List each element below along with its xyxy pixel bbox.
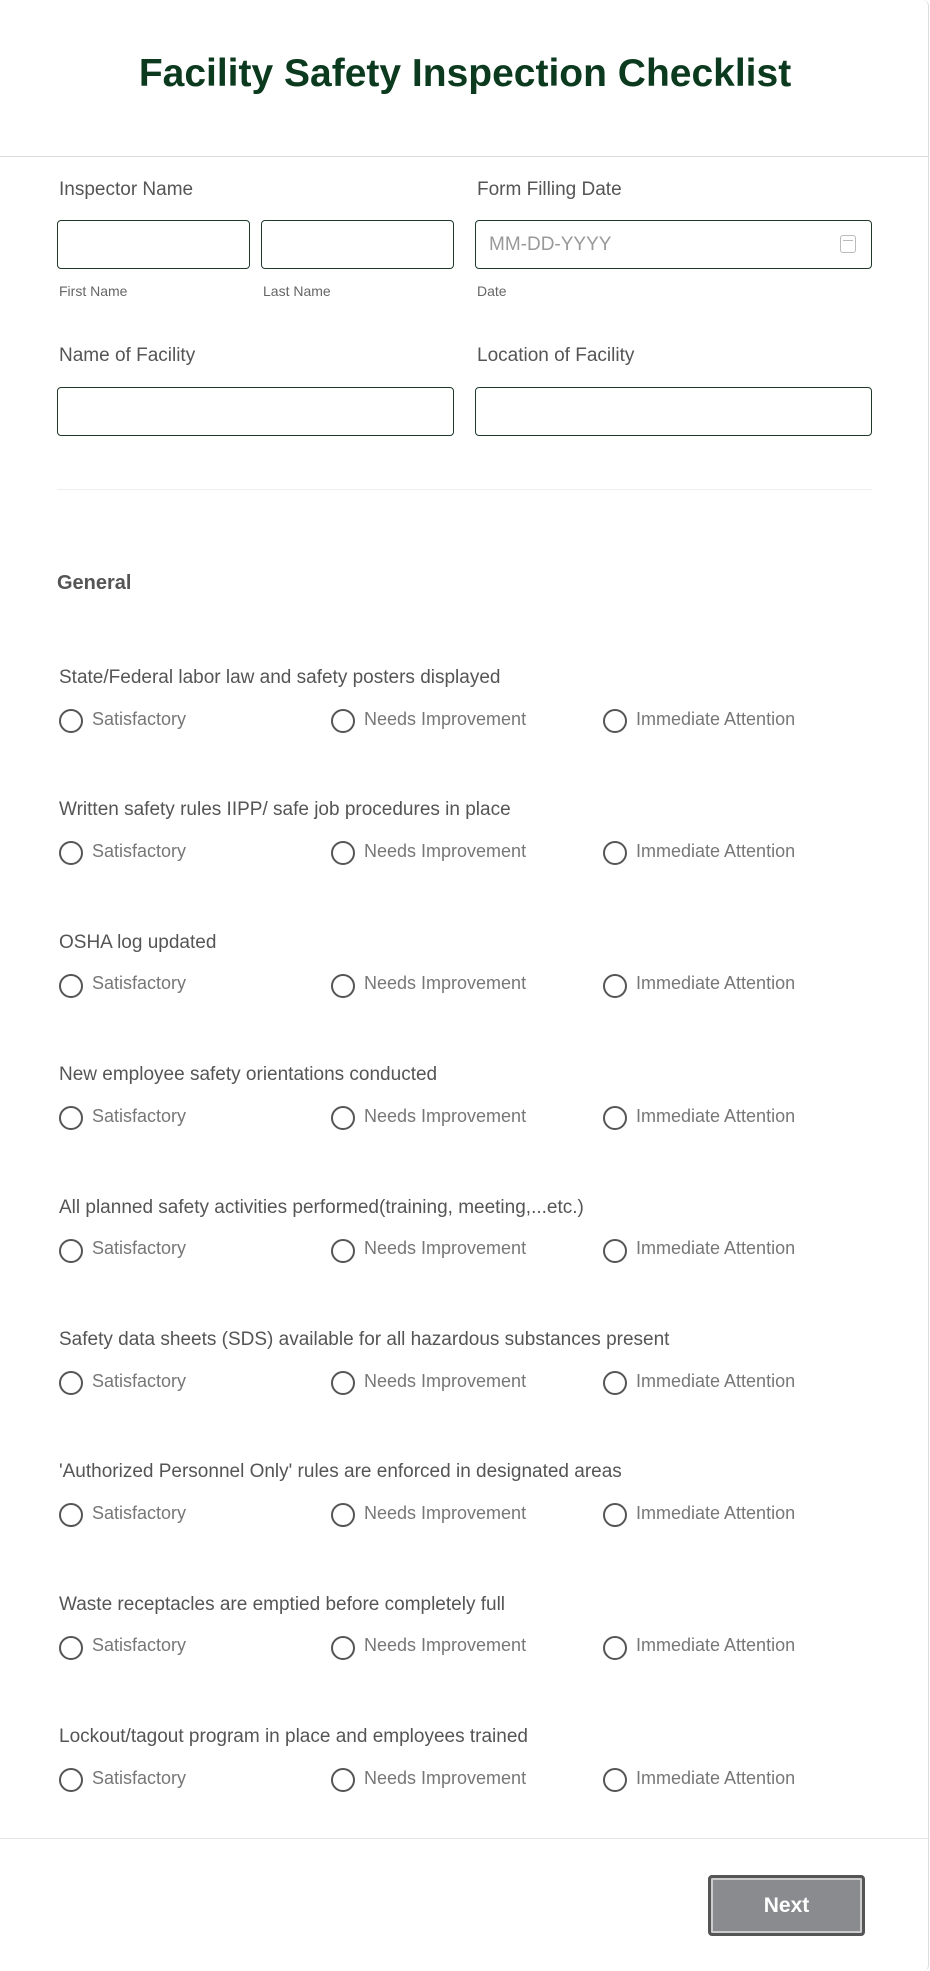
- radio-option-label: Immediate Attention: [636, 1105, 796, 1126]
- radio-button[interactable]: [331, 1106, 355, 1130]
- radio-option[interactable]: [331, 1499, 526, 1527]
- radio-option-label: Satisfactory: [92, 840, 187, 861]
- radio-option[interactable]: [331, 1102, 526, 1130]
- radio-button[interactable]: [603, 1106, 627, 1130]
- question-label: OSHA log updated: [59, 931, 217, 953]
- radio-button[interactable]: [331, 1371, 355, 1395]
- section-divider: [57, 489, 872, 490]
- radio-option[interactable]: [59, 1764, 186, 1792]
- radio-option-label: Immediate Attention: [636, 973, 796, 994]
- radio-option[interactable]: [331, 1367, 526, 1395]
- first-name-input[interactable]: [57, 220, 250, 269]
- radio-option[interactable]: [603, 705, 795, 733]
- radio-button[interactable]: [331, 974, 355, 998]
- last-name-input[interactable]: [261, 220, 454, 269]
- radio-option-label: Immediate Attention: [636, 1502, 796, 1523]
- inspector-name-label: Inspector Name: [59, 179, 194, 200]
- radio-option[interactable]: [331, 705, 526, 733]
- radio-option-label: Immediate Attention: [636, 708, 796, 729]
- section-heading: General: [57, 572, 132, 594]
- radio-button[interactable]: [331, 1503, 355, 1527]
- question-label: Waste receptacles are emptied before completely full: [59, 1593, 506, 1615]
- radio-option[interactable]: [59, 1235, 186, 1263]
- radio-option[interactable]: [603, 1499, 795, 1527]
- radio-option[interactable]: [331, 837, 526, 865]
- radio-option[interactable]: [59, 705, 186, 733]
- radio-option-label: Needs Improvement: [364, 973, 527, 994]
- form-title: Facility Safety Inspection Checklist: [138, 52, 792, 95]
- radio-button[interactable]: [59, 1371, 83, 1395]
- radio-option-label: Immediate Attention: [636, 840, 796, 861]
- footer-divider: [0, 1838, 929, 1839]
- question-label: State/Federal labor law and safety posters displayed: [59, 667, 501, 688]
- radio-option[interactable]: [603, 837, 795, 865]
- date-sublabel: Date: [477, 283, 507, 299]
- radio-option-label: Needs Improvement: [364, 840, 527, 861]
- radio-button[interactable]: [59, 1768, 83, 1792]
- facility-location-input[interactable]: [475, 387, 872, 436]
- question-label: Safety data sheets (SDS) available for all hazardous substances present: [59, 1329, 670, 1350]
- last-name-sublabel: Last Name: [263, 283, 331, 299]
- first-name-sublabel: First Name: [59, 283, 128, 299]
- radio-option-label: Immediate Attention: [636, 1767, 796, 1788]
- radio-option[interactable]: [331, 1764, 526, 1792]
- facility-location-label: Location of Facility: [477, 345, 635, 366]
- radio-option[interactable]: [603, 1102, 795, 1130]
- radio-option-label: Needs Improvement: [364, 708, 527, 729]
- radio-option[interactable]: [331, 970, 526, 998]
- question-label: New employee safety orientations conducted: [59, 1064, 438, 1086]
- radio-button[interactable]: [331, 709, 355, 733]
- radio-button[interactable]: [59, 1503, 83, 1527]
- radio-option[interactable]: [603, 1367, 795, 1395]
- radio-option[interactable]: [59, 1367, 186, 1395]
- radio-option-label: Satisfactory: [92, 1635, 187, 1656]
- radio-option-label: Satisfactory: [92, 1105, 187, 1126]
- radio-option[interactable]: [603, 1764, 795, 1792]
- radio-button[interactable]: [59, 841, 83, 865]
- radio-button[interactable]: [603, 1768, 627, 1792]
- radio-option-label: Satisfactory: [92, 1767, 187, 1788]
- radio-button[interactable]: [59, 1636, 83, 1660]
- radio-option-label: Needs Improvement: [364, 1238, 527, 1259]
- radio-option[interactable]: [331, 1632, 526, 1660]
- radio-option-label: Needs Improvement: [364, 1767, 527, 1788]
- date-input[interactable]: [475, 220, 872, 269]
- radio-option[interactable]: [603, 1632, 795, 1660]
- radio-option[interactable]: [603, 1235, 795, 1263]
- radio-option[interactable]: [59, 1499, 186, 1527]
- radio-button[interactable]: [331, 841, 355, 865]
- radio-option[interactable]: [59, 1102, 186, 1130]
- radio-option-label: Immediate Attention: [636, 1635, 796, 1656]
- radio-option-label: Needs Improvement: [364, 1370, 527, 1391]
- radio-button[interactable]: [603, 841, 627, 865]
- next-button[interactable]: Next: [708, 1875, 865, 1936]
- form-date-label: Form Filling Date: [477, 179, 622, 200]
- radio-button[interactable]: [59, 709, 83, 733]
- facility-name-label: Name of Facility: [59, 345, 196, 366]
- radio-button[interactable]: [603, 1636, 627, 1660]
- header-divider: [0, 156, 929, 157]
- radio-option[interactable]: [59, 970, 186, 998]
- radio-option-label: Satisfactory: [92, 708, 187, 729]
- radio-option-label: Immediate Attention: [636, 1238, 796, 1259]
- question-label: Written safety rules IIPP/ safe job procedures in place: [59, 799, 511, 821]
- radio-option-label: Needs Improvement: [364, 1502, 527, 1523]
- radio-option-label: Satisfactory: [92, 1370, 187, 1391]
- radio-option-label: Satisfactory: [92, 1238, 187, 1259]
- question-label: Lockout/tagout program in place and employees trained: [59, 1726, 528, 1748]
- radio-button[interactable]: [59, 974, 83, 998]
- radio-button[interactable]: [603, 974, 627, 998]
- radio-option-label: Needs Improvement: [364, 1635, 527, 1656]
- radio-button[interactable]: [603, 1239, 627, 1263]
- radio-button[interactable]: [603, 1371, 627, 1395]
- radio-option[interactable]: [59, 1632, 186, 1660]
- radio-button[interactable]: [331, 1636, 355, 1660]
- radio-option-label: Needs Improvement: [364, 1105, 527, 1126]
- facility-name-input[interactable]: [57, 387, 454, 436]
- radio-button[interactable]: [59, 1106, 83, 1130]
- radio-option[interactable]: [603, 970, 795, 998]
- radio-option[interactable]: [331, 1235, 526, 1263]
- radio-option[interactable]: [59, 837, 186, 865]
- radio-option-label: Satisfactory: [92, 973, 187, 994]
- radio-button[interactable]: [603, 1503, 627, 1527]
- question-label: All planned safety activities performed(training, meeting,...etc.): [59, 1196, 584, 1218]
- radio-button[interactable]: [59, 1239, 83, 1263]
- question-label: 'Authorized Personnel Only' rules are enforced in designated areas: [59, 1461, 622, 1483]
- radio-button[interactable]: [603, 709, 627, 733]
- radio-button[interactable]: [331, 1768, 355, 1792]
- radio-option-label: Satisfactory: [92, 1502, 187, 1523]
- calendar-icon[interactable]: [840, 235, 856, 253]
- radio-button[interactable]: [331, 1239, 355, 1263]
- radio-option-label: Immediate Attention: [636, 1370, 796, 1391]
